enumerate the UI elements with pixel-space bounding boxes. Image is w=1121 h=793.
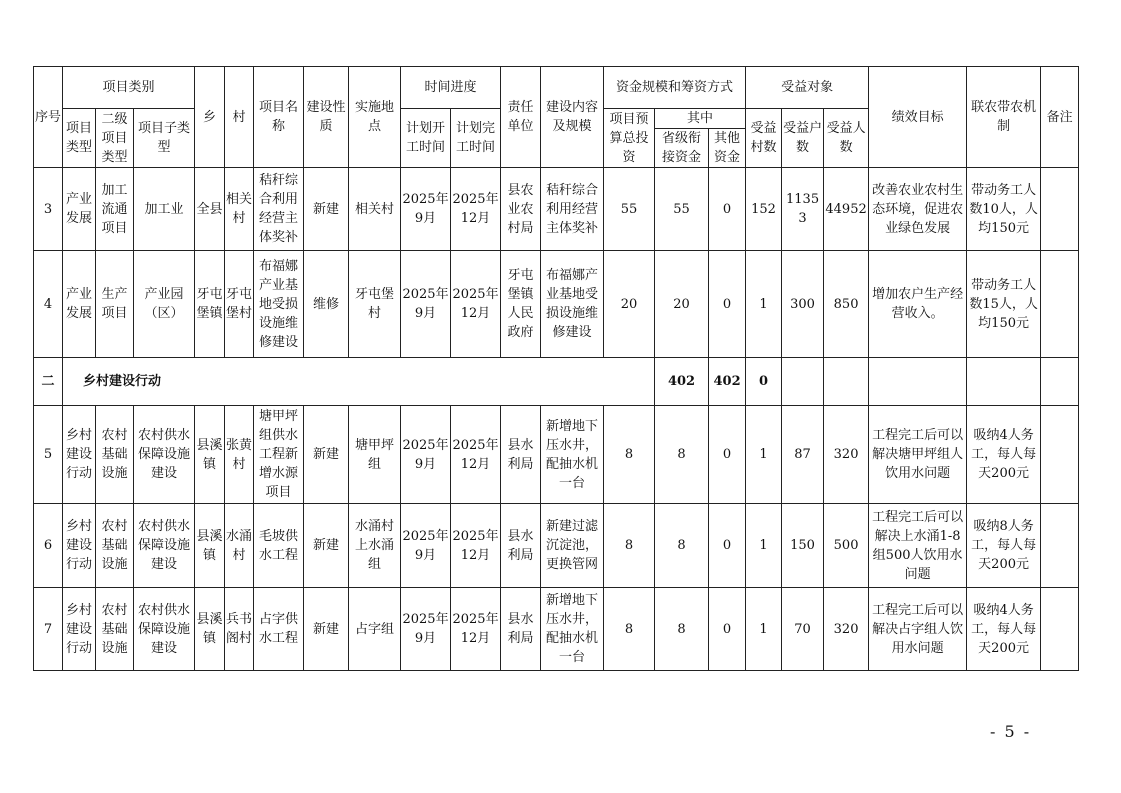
cell-other: 0 (709, 588, 746, 671)
section-empty-cell (782, 358, 824, 406)
cell-sub: 农村供水保障设施建设 (134, 504, 195, 588)
section-row (34, 358, 1079, 406)
section-total: 402 (655, 358, 709, 406)
header-nature: 建设性质 (304, 67, 349, 168)
header-ben-households: 受益户数 (782, 109, 824, 168)
cell-sub: 农村供水保障设施建设 (134, 588, 195, 671)
cell-type: 产业发展 (63, 251, 96, 358)
cell-goal: 工程完工后可以解决塘甲坪组人饮用水问题 (869, 406, 967, 504)
cell-other: 0 (709, 168, 746, 251)
cell-township: 县溪镇 (195, 504, 225, 588)
cell-location: 牙屯堡村 (349, 251, 401, 358)
header-end: 计划完工时间 (451, 109, 501, 168)
header-mechanism: 联农带农机制 (967, 67, 1041, 168)
cell-mechanism: 吸纳4人务工，每人每天200元 (967, 588, 1041, 671)
cell-remark (1041, 504, 1079, 588)
cell-seq: 7 (34, 588, 63, 671)
cell-sub: 产业园（区） (134, 251, 195, 358)
cell-remark (1041, 251, 1079, 358)
cell-remark (1041, 168, 1079, 251)
cell-mechanism: 带动务工人数15人，人均150元 (967, 251, 1041, 358)
cell-level2: 农村基础设施 (96, 406, 134, 504)
cell-seq: 6 (34, 504, 63, 588)
cell-name: 布福娜产业基地受损设施维修建设 (254, 251, 304, 358)
header-start: 计划开工时间 (401, 109, 451, 168)
header-ben-villages: 受益村数 (746, 109, 782, 168)
cell-start: 2025年9月 (401, 504, 451, 588)
cell-content: 秸秆综合利用经营主体奖补 (541, 168, 604, 251)
cell-township: 全县 (195, 168, 225, 251)
cell-location: 塘甲坪组 (349, 406, 401, 504)
cell-provincial: 8 (655, 504, 709, 588)
cell-village: 张黄村 (225, 406, 254, 504)
section-empty-cell (869, 358, 967, 406)
cell-end: 2025年12月 (451, 504, 501, 588)
header-remark: 备注 (1041, 67, 1079, 168)
cell-location: 相关村 (349, 168, 401, 251)
header-content: 建设内容及规模 (541, 67, 604, 168)
cell-goal: 增加农户生产经营收入。 (869, 251, 967, 358)
cell-total: 8 (604, 504, 655, 588)
cell-name: 塘甲坪组供水工程新增水源项目 (254, 406, 304, 504)
cell-provincial: 20 (655, 251, 709, 358)
cell-mechanism: 吸纳8人务工，每人每天200元 (967, 504, 1041, 588)
cell-start: 2025年9月 (401, 588, 451, 671)
cell-level2: 加工流通项目 (96, 168, 134, 251)
project-table (33, 66, 1079, 671)
cell-villages: 152 (746, 168, 782, 251)
cell-content: 新增地下压水井，配抽水机一台 (541, 406, 604, 504)
cell-type: 产业发展 (63, 168, 96, 251)
header-proj-type: 项目类型 (63, 109, 96, 168)
cell-people: 320 (824, 406, 869, 504)
cell-type: 乡村建设行动 (63, 588, 96, 671)
cell-unit: 县水利局 (501, 588, 541, 671)
cell-village: 水涌村 (225, 504, 254, 588)
cell-other: 0 (709, 251, 746, 358)
cell-nature: 维修 (304, 251, 349, 358)
cell-village: 相关村 (225, 168, 254, 251)
section-empty-cell (967, 358, 1041, 406)
cell-total: 8 (604, 406, 655, 504)
cell-location: 占字组 (349, 588, 401, 671)
header-goal: 绩效目标 (869, 67, 967, 168)
cell-level2: 农村基础设施 (96, 504, 134, 588)
cell-goal: 工程完工后可以解决占字组人饮用水问题 (869, 588, 967, 671)
header-township: 乡 (195, 67, 225, 168)
cell-type: 乡村建设行动 (63, 504, 96, 588)
cell-content: 新增地下压水井，配抽水机一台 (541, 588, 604, 671)
header-unit: 责任单位 (501, 67, 541, 168)
cell-type: 乡村建设行动 (63, 406, 96, 504)
cell-households: 11353 (782, 168, 824, 251)
cell-seq: 4 (34, 251, 63, 358)
cell-nature: 新建 (304, 168, 349, 251)
table-row (34, 168, 1079, 251)
header-schedule-group: 时间进度 (401, 67, 501, 109)
page-number: - 5 - (990, 722, 1032, 741)
cell-content: 布福娜产业基地受损设施维修建设 (541, 251, 604, 358)
cell-other: 0 (709, 504, 746, 588)
cell-name: 秸秆综合利用经营主体奖补 (254, 168, 304, 251)
cell-mechanism: 带动务工人数10人，人均150元 (967, 168, 1041, 251)
header-funding-group: 资金规模和筹资方式 (604, 67, 746, 109)
cell-villages: 1 (746, 406, 782, 504)
cell-people: 500 (824, 504, 869, 588)
header-proj-name: 项目名称 (254, 67, 304, 168)
cell-provincial: 55 (655, 168, 709, 251)
table-row (34, 251, 1079, 358)
header-provincial: 省级衔接资金 (655, 129, 709, 168)
header-beneficiary-group: 受益对象 (746, 67, 869, 109)
cell-villages: 1 (746, 504, 782, 588)
cell-unit: 县水利局 (501, 504, 541, 588)
cell-township: 县溪镇 (195, 406, 225, 504)
header-ben-people: 受益人数 (824, 109, 869, 168)
cell-villages: 1 (746, 251, 782, 358)
header-among: 其中 (655, 109, 746, 129)
cell-households: 300 (782, 251, 824, 358)
header-total: 项目预算总投资 (604, 109, 655, 168)
cell-unit: 牙屯堡镇人民政府 (501, 251, 541, 358)
header-village: 村 (225, 67, 254, 168)
cell-start: 2025年9月 (401, 168, 451, 251)
cell-end: 2025年12月 (451, 168, 501, 251)
cell-provincial: 8 (655, 406, 709, 504)
rows-group-a (34, 168, 1079, 358)
cell-goal: 改善农业农村生态环境，促进农业绿色发展 (869, 168, 967, 251)
cell-goal: 工程完工后可以解决上水涌1-8组500人饮用水问题 (869, 504, 967, 588)
section-empty-cell (824, 358, 869, 406)
section-num: 二 (34, 358, 63, 406)
cell-people: 320 (824, 588, 869, 671)
cell-seq: 3 (34, 168, 63, 251)
cell-unit: 县农业农村局 (501, 168, 541, 251)
cell-level2: 生产项目 (96, 251, 134, 358)
cell-villages: 1 (746, 588, 782, 671)
cell-nature: 新建 (304, 504, 349, 588)
cell-remark (1041, 588, 1079, 671)
table-row (34, 406, 1079, 504)
header-other: 其他资金 (709, 129, 746, 168)
cell-content: 新建过滤沉淀池，更换管网 (541, 504, 604, 588)
cell-unit: 县水利局 (501, 406, 541, 504)
cell-sub: 农村供水保障设施建设 (134, 406, 195, 504)
cell-township: 县溪镇 (195, 588, 225, 671)
cell-households: 150 (782, 504, 824, 588)
cell-nature: 新建 (304, 406, 349, 504)
cell-mechanism: 吸纳4人务工，每人每天200元 (967, 406, 1041, 504)
header-category-group: 项目类别 (63, 67, 195, 109)
cell-end: 2025年12月 (451, 406, 501, 504)
cell-name: 占字供水工程 (254, 588, 304, 671)
cell-sub: 加工业 (134, 168, 195, 251)
header-location: 实施地点 (349, 67, 401, 168)
cell-seq: 5 (34, 406, 63, 504)
cell-remark (1041, 406, 1079, 504)
cell-households: 70 (782, 588, 824, 671)
cell-village: 牙屯堡村 (225, 251, 254, 358)
header-seq: 序号 (34, 67, 63, 168)
cell-village: 兵书阁村 (225, 588, 254, 671)
cell-nature: 新建 (304, 588, 349, 671)
cell-township: 牙屯堡镇 (195, 251, 225, 358)
section-other: 0 (746, 358, 782, 406)
cell-people: 850 (824, 251, 869, 358)
cell-location: 水涌村上水涌组 (349, 504, 401, 588)
cell-start: 2025年9月 (401, 251, 451, 358)
table-row (34, 504, 1079, 588)
cell-name: 毛坡供水工程 (254, 504, 304, 588)
cell-total: 55 (604, 168, 655, 251)
rows-group-b (34, 406, 1079, 671)
cell-end: 2025年12月 (451, 251, 501, 358)
cell-start: 2025年9月 (401, 406, 451, 504)
header-sub-type: 项目子类型 (134, 109, 195, 168)
section-title: 乡村建设行动 (63, 358, 655, 406)
section-provincial: 402 (709, 358, 746, 406)
cell-households: 87 (782, 406, 824, 504)
cell-total: 20 (604, 251, 655, 358)
cell-total: 8 (604, 588, 655, 671)
cell-people: 44952 (824, 168, 869, 251)
cell-level2: 农村基础设施 (96, 588, 134, 671)
cell-other: 0 (709, 406, 746, 504)
section-empty-cell (1041, 358, 1079, 406)
cell-provincial: 8 (655, 588, 709, 671)
header-level2-type: 二级项目类型 (96, 109, 134, 168)
table-row (34, 588, 1079, 671)
cell-end: 2025年12月 (451, 588, 501, 671)
